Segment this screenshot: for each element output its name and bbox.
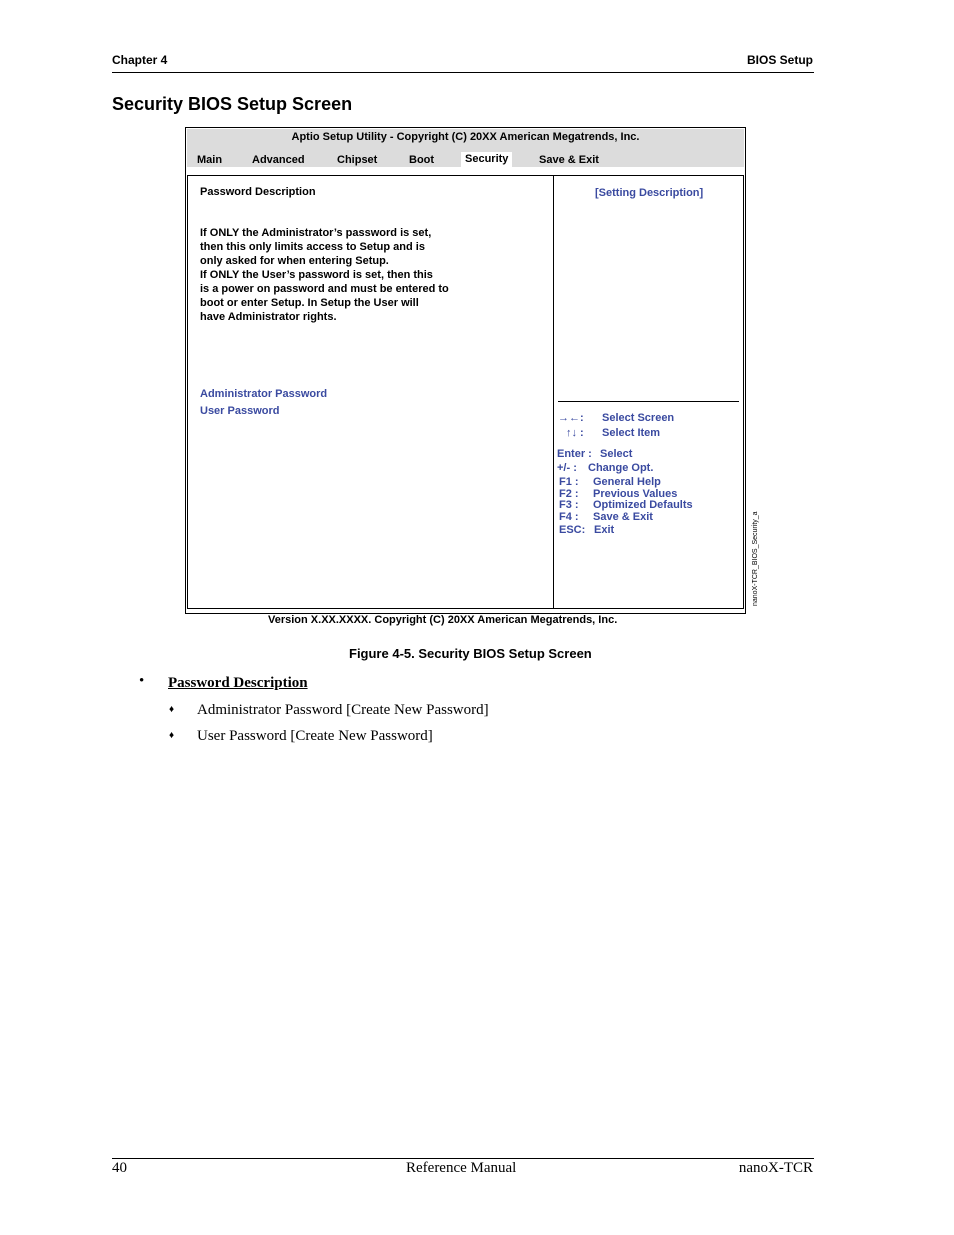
bullet-marker: •: [139, 673, 145, 689]
figure-caption: Figure 4-5. Security BIOS Setup Screen: [349, 646, 592, 661]
header-rule: [112, 72, 814, 73]
setting-description: [Setting Description]: [595, 187, 704, 199]
tab-save-exit[interactable]: Save & Exit: [539, 154, 599, 166]
bios-title: Aptio Setup Utility - Copyright (C) 20XX American Megatrends, Inc.: [291, 131, 640, 143]
help-divider: [558, 401, 739, 402]
key-select-screen: →←:: [558, 412, 584, 424]
tab-boot[interactable]: Boot: [409, 154, 435, 166]
password-description-heading: Password Description: [200, 186, 316, 198]
bullet-title: Password Description: [168, 675, 308, 691]
bios-column-divider: [553, 176, 554, 608]
description-line: only asked for when entering Setup.: [200, 255, 389, 267]
key-f4: F4 :: [559, 511, 579, 523]
key-f3: F3 :: [559, 499, 579, 511]
action-previous-values: Previous Values: [593, 488, 678, 500]
description-line: If ONLY the User’s password is set, then this: [200, 269, 433, 281]
description-line: If ONLY the Administrator’s password is set,: [200, 227, 432, 239]
user-password-option[interactable]: User Password: [200, 405, 280, 417]
description-line: have Administrator rights.: [200, 311, 337, 323]
figure-side-label: nanoX-TCR_BIOS_Security_a: [752, 511, 759, 606]
key-select-item: ↑↓ :: [566, 427, 584, 439]
page-number: 40: [112, 1160, 127, 1176]
list-item: User Password [Create New Password]: [197, 728, 433, 744]
action-general-help: General Help: [593, 476, 661, 488]
key-esc: ESC:: [559, 524, 586, 536]
key-f1: F1 :: [559, 476, 579, 488]
administrator-password-option[interactable]: Administrator Password: [200, 388, 328, 400]
bios-content: [187, 175, 744, 609]
action-save-exit: Save & Exit: [593, 511, 653, 523]
description-line: then this only limits access to Setup and is: [200, 241, 425, 253]
key-enter: Enter :: [557, 448, 592, 460]
footer-center: Reference Manual: [406, 1160, 517, 1176]
tab-security[interactable]: Security: [461, 152, 512, 168]
action-exit: Exit: [594, 524, 615, 536]
tab-advanced[interactable]: Advanced: [252, 154, 305, 166]
section-label: BIOS Setup: [746, 53, 813, 67]
footer-rule: [112, 1158, 814, 1159]
description-line: is a power on password and must be entered to: [200, 283, 449, 295]
diamond-marker: ♦: [169, 730, 175, 741]
action-select-item: Select Item: [602, 427, 661, 439]
tab-chipset[interactable]: Chipset: [337, 154, 378, 166]
list-item: Administrator Password [Create New Password]: [197, 702, 489, 718]
page-title: Security BIOS Setup Screen: [112, 94, 353, 114]
description-line: boot or enter Setup. In Setup the User will: [200, 297, 419, 309]
action-change-opt: Change Opt.: [588, 462, 654, 474]
action-optimized-defaults: Optimized Defaults: [593, 499, 693, 511]
diamond-marker: ♦: [169, 704, 175, 715]
action-enter: Select: [600, 448, 633, 460]
bios-header: [187, 129, 744, 167]
action-select-screen: Select Screen: [602, 412, 675, 424]
key-f2: F2 :: [559, 488, 579, 500]
key-plus-minus: +/- :: [557, 462, 577, 474]
tab-main[interactable]: Main: [197, 154, 223, 166]
footer-product: nanoX-TCR: [738, 1160, 813, 1176]
chapter-label: Chapter 4: [112, 53, 168, 67]
bios-version-line: Version X.XX.XXXX. Copyright (C) 20XX American Megatrends, Inc.: [268, 614, 618, 626]
bios-screen-figure: [185, 127, 746, 614]
